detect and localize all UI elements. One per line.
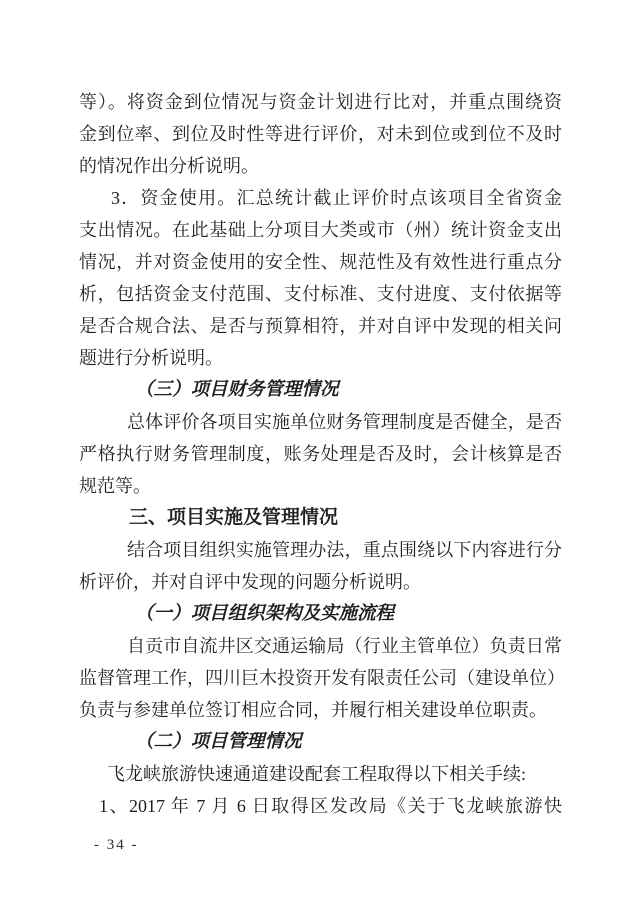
paragraph-line: 的情况作出分析说明。	[79, 156, 259, 176]
document-body	[79, 86, 565, 822]
paragraph-line: 结合项目组织实施管理办法，重点围绕以下内容进行分	[127, 540, 562, 560]
paragraph-line: 自贡市自流井区交通运输局（行业主管单位）负责日常	[127, 636, 562, 656]
paragraph-line: 严格执行财务管理制度，账务处理是否及时，会计核算是否	[79, 444, 562, 464]
paragraph-line: 支出情况。在此基础上分项目大类或市（州）统计资金支出	[79, 220, 562, 240]
subsection-heading-structure: （一）项目组织架构及实施流程	[135, 604, 395, 624]
paragraph-line: 总体评价各项目实施单位财务管理制度是否健全，是否	[127, 412, 562, 432]
paragraph-line: 析，包括资金支付范围、支付标准、支付进度、支付依据等	[79, 284, 562, 304]
paragraph-line: 是否合规合法、是否与预算相符，并对自评中发现的相关问	[79, 316, 562, 336]
page-number: - 34 -	[94, 837, 139, 853]
paragraph-line: 规范等。	[79, 476, 151, 496]
paragraph-line: 1、2017 年 7 月 6 日取得区发改局《关于飞龙峡旅游快	[99, 796, 562, 816]
chapter-heading-implementation: 三、项目实施及管理情况	[129, 507, 339, 528]
paragraph-line: 等）。将资金到位情况与资金计划进行比对，并重点围绕资	[79, 92, 562, 112]
subsection-heading-finance: （三）项目财务管理情况	[135, 380, 339, 400]
paragraph-line: 负责与参建单位签订相应合同，并履行相关建设单位职责。	[79, 700, 547, 720]
subsection-heading-management: （二）项目管理情况	[135, 732, 302, 752]
paragraph-line: 监督管理工作，四川巨木投资开发有限责任公司（建设单位）	[79, 668, 565, 688]
paragraph-line: 题进行分析说明。	[79, 348, 223, 368]
paragraph-line: 情况，并对资金使用的安全性、规范性及有效性进行重点分	[79, 252, 562, 272]
paragraph-line: 析评价，并对自评中发现的问题分析说明。	[79, 572, 421, 592]
paragraph-line: 金到位率、到位及时性等进行评价，对未到位或到位不及时	[79, 124, 562, 144]
paragraph-line: 3．资金使用。汇总统计截止评价时点该项目全省资金	[111, 188, 562, 208]
paragraph-line: 飞龙峡旅游快速通道建设配套工程取得以下相关手续:	[107, 764, 526, 784]
